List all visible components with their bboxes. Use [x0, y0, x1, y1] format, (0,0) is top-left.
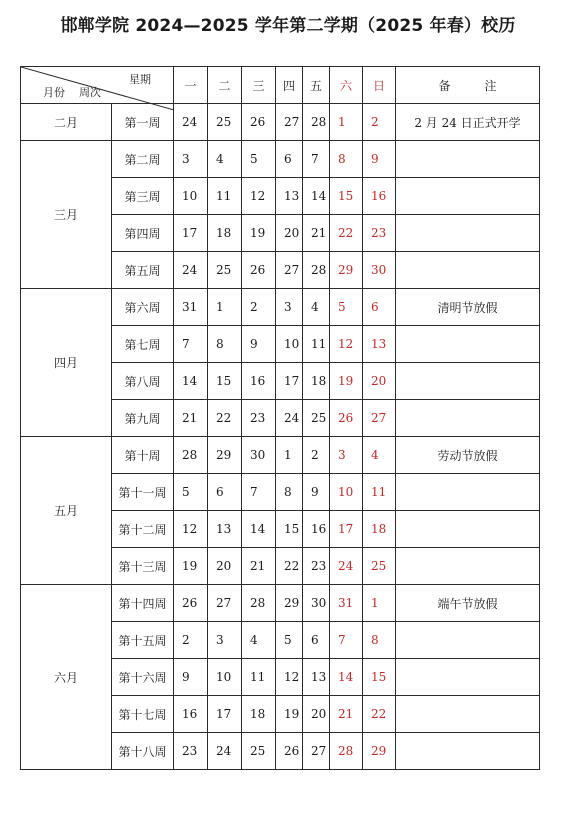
note-cell [396, 511, 540, 548]
date-cell-thu: 17 [276, 363, 303, 400]
week-cell: 第一周 [112, 104, 174, 141]
date-cell-sun: 1 [363, 585, 396, 622]
day-header-tue: 二 [208, 67, 242, 104]
week-axis-label: 周次 [79, 86, 101, 99]
date-cell-sun: 2 [363, 104, 396, 141]
note-cell [396, 474, 540, 511]
date-cell-tue: 6 [208, 474, 242, 511]
date-cell-fri: 9 [303, 474, 330, 511]
date-cell-tue: 1 [208, 289, 242, 326]
date-cell-sat: 22 [330, 215, 363, 252]
date-cell-fri: 21 [303, 215, 330, 252]
note-cell [396, 252, 540, 289]
note-header: 备注 [396, 67, 540, 104]
date-cell-fri: 11 [303, 326, 330, 363]
date-cell-tue: 17 [208, 696, 242, 733]
date-cell-wed: 26 [242, 104, 276, 141]
date-cell-fri: 25 [303, 400, 330, 437]
date-cell-wed: 28 [242, 585, 276, 622]
date-cell-sun: 30 [363, 252, 396, 289]
date-cell-sun: 13 [363, 326, 396, 363]
date-cell-mon: 16 [174, 696, 208, 733]
date-cell-fri: 18 [303, 363, 330, 400]
note-cell [396, 548, 540, 585]
academic-calendar-table [20, 66, 540, 770]
page-title: 邯郸学院 2024—2025 学年第二学期（2025 年春）校历 [60, 16, 516, 36]
date-cell-fri: 27 [303, 733, 330, 770]
week-cell: 第十三周 [112, 548, 174, 585]
week-cell: 第十五周 [112, 622, 174, 659]
date-cell-mon: 9 [174, 659, 208, 696]
date-cell-sun: 9 [363, 141, 396, 178]
week-cell: 第六周 [112, 289, 174, 326]
date-cell-sun: 6 [363, 289, 396, 326]
date-cell-tue: 13 [208, 511, 242, 548]
note-cell [396, 326, 540, 363]
date-cell-thu: 5 [276, 622, 303, 659]
note-cell: 端午节放假 [396, 585, 540, 622]
day-header-sun: 日 [363, 67, 396, 104]
date-cell-fri: 13 [303, 659, 330, 696]
date-cell-sun: 22 [363, 696, 396, 733]
day-header-thu: 四 [276, 67, 303, 104]
week-cell: 第十周 [112, 437, 174, 474]
date-cell-thu: 13 [276, 178, 303, 215]
day-header-sat: 六 [330, 67, 363, 104]
header-row [21, 67, 540, 104]
date-cell-thu: 10 [276, 326, 303, 363]
date-cell-wed: 30 [242, 437, 276, 474]
date-cell-fri: 14 [303, 178, 330, 215]
date-cell-sat: 14 [330, 659, 363, 696]
date-cell-sat: 5 [330, 289, 363, 326]
date-cell-sat: 15 [330, 178, 363, 215]
date-cell-sun: 4 [363, 437, 396, 474]
note-cell [396, 696, 540, 733]
date-cell-mon: 31 [174, 289, 208, 326]
week-cell: 第十八周 [112, 733, 174, 770]
date-cell-sat: 31 [330, 585, 363, 622]
date-cell-tue: 22 [208, 400, 242, 437]
date-cell-sat: 1 [330, 104, 363, 141]
month-cell-apr: 四月 [21, 289, 112, 437]
date-cell-sat: 8 [330, 141, 363, 178]
week-cell: 第十一周 [112, 474, 174, 511]
date-cell-tue: 4 [208, 141, 242, 178]
note-cell [396, 363, 540, 400]
date-cell-mon: 26 [174, 585, 208, 622]
corner-header [21, 67, 174, 104]
day-header-mon: 一 [174, 67, 208, 104]
note-cell: 劳动节放假 [396, 437, 540, 474]
date-cell-thu: 6 [276, 141, 303, 178]
date-cell-sat: 26 [330, 400, 363, 437]
date-cell-wed: 26 [242, 252, 276, 289]
date-cell-wed: 12 [242, 178, 276, 215]
date-cell-sat: 19 [330, 363, 363, 400]
week-cell: 第十二周 [112, 511, 174, 548]
date-cell-sun: 18 [363, 511, 396, 548]
date-cell-wed: 2 [242, 289, 276, 326]
date-cell-tue: 25 [208, 104, 242, 141]
date-cell-mon: 24 [174, 252, 208, 289]
date-cell-wed: 23 [242, 400, 276, 437]
date-cell-sat: 17 [330, 511, 363, 548]
date-cell-wed: 11 [242, 659, 276, 696]
note-cell [396, 215, 540, 252]
date-cell-tue: 18 [208, 215, 242, 252]
date-cell-sat: 24 [330, 548, 363, 585]
date-cell-mon: 2 [174, 622, 208, 659]
date-cell-wed: 21 [242, 548, 276, 585]
date-cell-mon: 7 [174, 326, 208, 363]
date-cell-wed: 4 [242, 622, 276, 659]
table-row [21, 437, 540, 474]
date-cell-fri: 20 [303, 696, 330, 733]
week-cell: 第九周 [112, 400, 174, 437]
note-cell: 清明节放假 [396, 289, 540, 326]
week-cell: 第三周 [112, 178, 174, 215]
month-cell-feb: 二月 [21, 104, 112, 141]
date-cell-thu: 29 [276, 585, 303, 622]
date-cell-mon: 19 [174, 548, 208, 585]
date-cell-tue: 15 [208, 363, 242, 400]
date-cell-sat: 3 [330, 437, 363, 474]
date-cell-sun: 20 [363, 363, 396, 400]
date-cell-tue: 10 [208, 659, 242, 696]
date-cell-sun: 16 [363, 178, 396, 215]
date-cell-mon: 28 [174, 437, 208, 474]
note-cell [396, 622, 540, 659]
date-cell-wed: 16 [242, 363, 276, 400]
date-cell-tue: 27 [208, 585, 242, 622]
date-cell-thu: 19 [276, 696, 303, 733]
note-cell [396, 659, 540, 696]
date-cell-thu: 12 [276, 659, 303, 696]
date-cell-fri: 4 [303, 289, 330, 326]
date-cell-sun: 29 [363, 733, 396, 770]
date-cell-thu: 27 [276, 252, 303, 289]
date-cell-thu: 26 [276, 733, 303, 770]
date-cell-fri: 7 [303, 141, 330, 178]
date-cell-thu: 27 [276, 104, 303, 141]
date-cell-fri: 23 [303, 548, 330, 585]
note-cell [396, 400, 540, 437]
date-cell-fri: 28 [303, 104, 330, 141]
date-cell-mon: 21 [174, 400, 208, 437]
date-cell-thu: 3 [276, 289, 303, 326]
date-cell-sun: 15 [363, 659, 396, 696]
date-cell-tue: 3 [208, 622, 242, 659]
date-cell-thu: 15 [276, 511, 303, 548]
date-cell-fri: 16 [303, 511, 330, 548]
date-cell-sun: 27 [363, 400, 396, 437]
date-cell-sat: 10 [330, 474, 363, 511]
date-cell-sat: 12 [330, 326, 363, 363]
date-cell-mon: 14 [174, 363, 208, 400]
month-cell-jun: 六月 [21, 585, 112, 770]
date-cell-mon: 5 [174, 474, 208, 511]
date-cell-sun: 11 [363, 474, 396, 511]
date-cell-thu: 24 [276, 400, 303, 437]
table-row [21, 141, 540, 178]
date-cell-mon: 10 [174, 178, 208, 215]
week-cell: 第二周 [112, 141, 174, 178]
date-cell-mon: 23 [174, 733, 208, 770]
week-cell: 第四周 [112, 215, 174, 252]
week-cell: 第十四周 [112, 585, 174, 622]
table-row [21, 585, 540, 622]
date-cell-tue: 29 [208, 437, 242, 474]
month-cell-may: 五月 [21, 437, 112, 585]
week-cell: 第七周 [112, 326, 174, 363]
date-cell-thu: 20 [276, 215, 303, 252]
date-cell-sun: 8 [363, 622, 396, 659]
date-cell-fri: 30 [303, 585, 330, 622]
table-row [21, 289, 540, 326]
date-cell-tue: 20 [208, 548, 242, 585]
date-cell-thu: 22 [276, 548, 303, 585]
date-cell-fri: 2 [303, 437, 330, 474]
week-cell: 第五周 [112, 252, 174, 289]
note-cell [396, 141, 540, 178]
date-cell-sat: 21 [330, 696, 363, 733]
date-cell-sun: 23 [363, 215, 396, 252]
week-cell: 第八周 [112, 363, 174, 400]
date-cell-wed: 7 [242, 474, 276, 511]
date-cell-fri: 6 [303, 622, 330, 659]
date-cell-sun: 25 [363, 548, 396, 585]
date-cell-wed: 5 [242, 141, 276, 178]
date-cell-wed: 19 [242, 215, 276, 252]
date-cell-tue: 11 [208, 178, 242, 215]
date-cell-wed: 25 [242, 733, 276, 770]
month-axis-label: 月份 [43, 86, 65, 99]
week-cell: 第十六周 [112, 659, 174, 696]
week-cell: 第十七周 [112, 696, 174, 733]
date-cell-thu: 1 [276, 437, 303, 474]
date-cell-wed: 18 [242, 696, 276, 733]
date-cell-fri: 28 [303, 252, 330, 289]
date-cell-mon: 24 [174, 104, 208, 141]
date-cell-wed: 9 [242, 326, 276, 363]
day-header-fri: 五 [303, 67, 330, 104]
date-cell-mon: 17 [174, 215, 208, 252]
note-cell [396, 178, 540, 215]
date-cell-thu: 8 [276, 474, 303, 511]
month-cell-mar: 三月 [21, 141, 112, 289]
date-cell-tue: 8 [208, 326, 242, 363]
note-cell: 2 月 24 日正式开学 [396, 104, 540, 141]
date-cell-tue: 24 [208, 733, 242, 770]
date-cell-mon: 3 [174, 141, 208, 178]
day-header-wed: 三 [242, 67, 276, 104]
note-cell [396, 733, 540, 770]
date-cell-mon: 12 [174, 511, 208, 548]
date-cell-sat: 28 [330, 733, 363, 770]
date-cell-wed: 14 [242, 511, 276, 548]
date-cell-sat: 29 [330, 252, 363, 289]
date-cell-sat: 7 [330, 622, 363, 659]
date-cell-tue: 25 [208, 252, 242, 289]
weekday-axis-label: 星期 [129, 73, 151, 86]
